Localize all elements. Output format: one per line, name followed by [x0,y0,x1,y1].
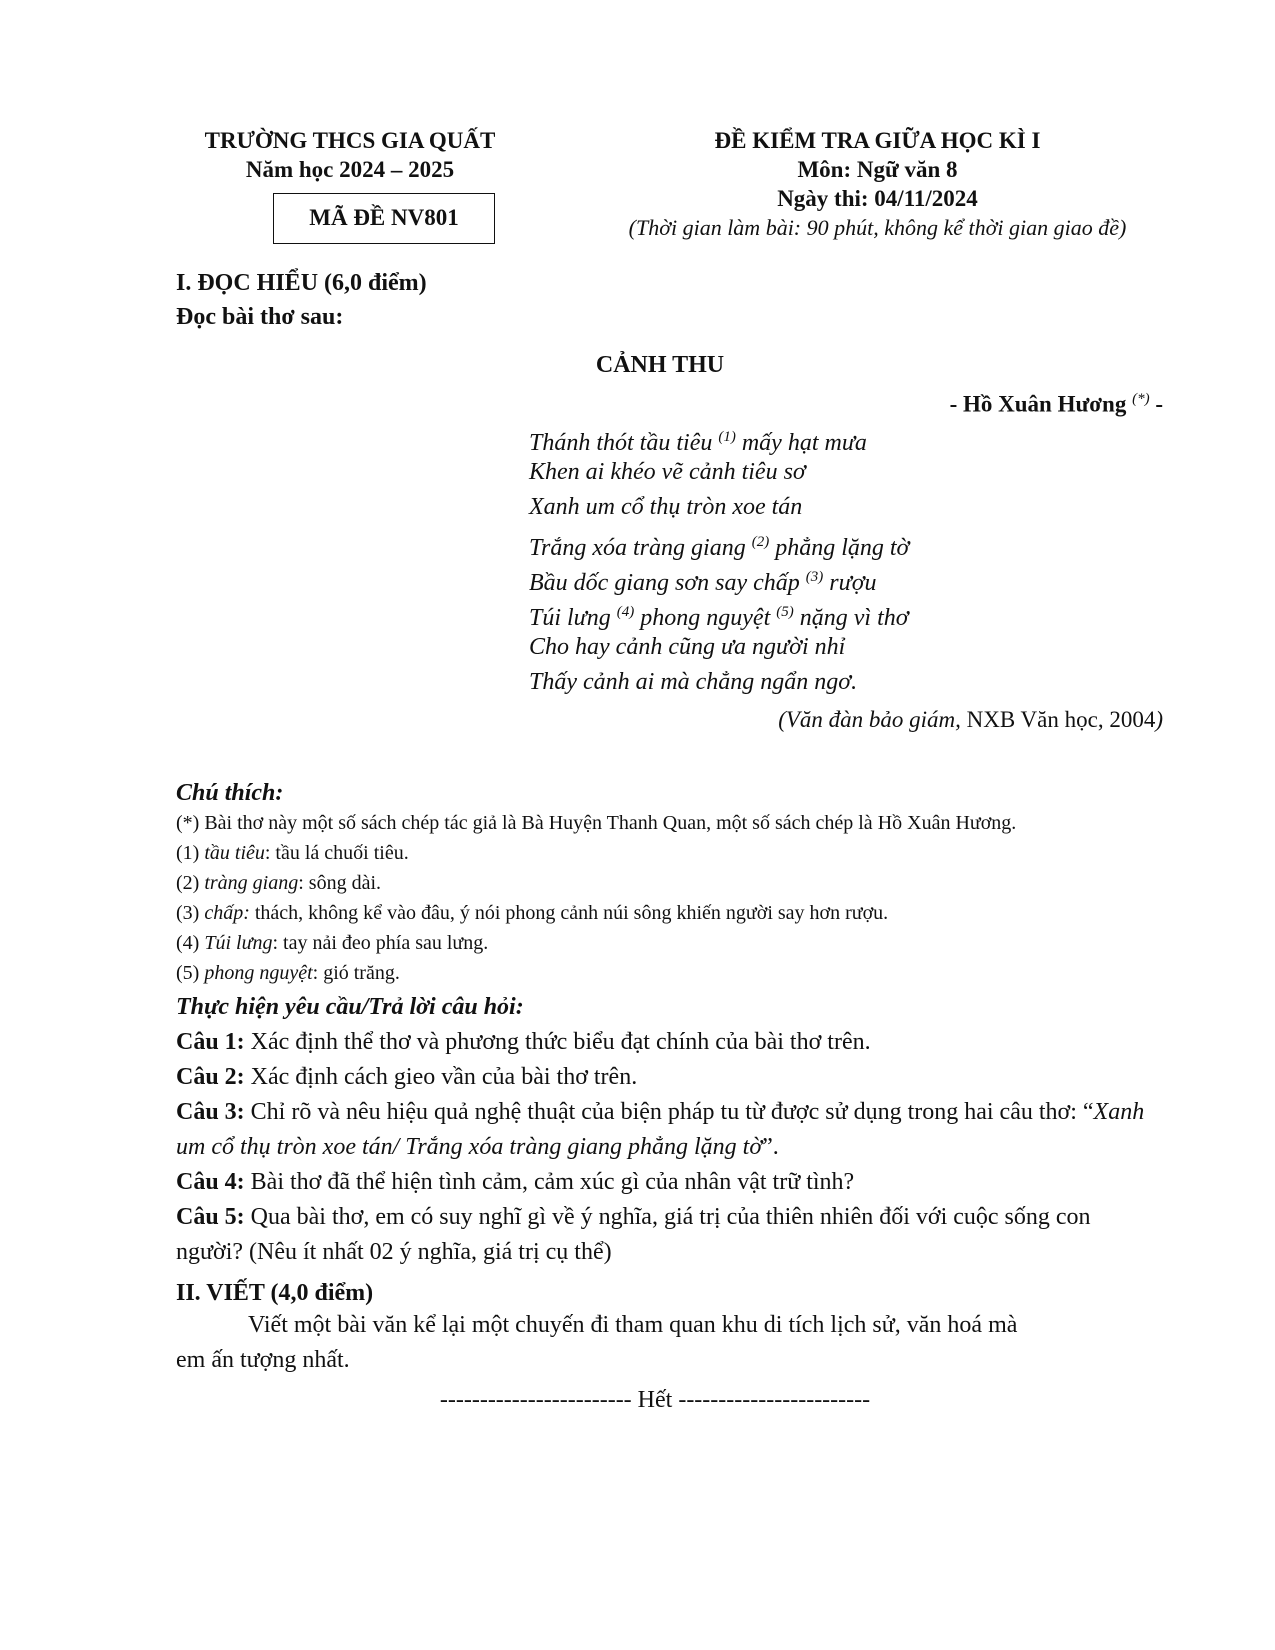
poem-author: - Hồ Xuân Hương (*) - [949,391,1163,417]
exam-title: ĐỀ KIỂM TRA GIỮA HỌC KÌ I [714,128,1041,153]
poem-line: Khen ai khéo vẽ cảnh tiêu sơ [529,459,806,485]
exam-date: Ngày thi: 04/11/2024 [777,186,978,211]
poem-body [529,420,909,700]
author-name: - Hồ Xuân Hương [949,391,1127,417]
question-3: Câu 3: Chỉ rõ và nêu hiệu quả nghệ thuật của biện pháp tu từ được sử dụng trong hai câu thơ: “Xanh um cổ thụ tròn xoe tán/ Trắng xóa tràng giang phẳng lặng tờ”. [176,1099,1145,1160]
tasks-heading: Thực hiện yêu cầu/Trả lời câu hỏi: [176,994,524,1020]
exam-code-box: MÃ ĐỀ NV801 [273,193,495,244]
question-2: Câu 2: Xác định cách gieo vần của bài thơ trên. [176,1064,638,1090]
question-list [176,1025,1156,1270]
notes-list [176,808,1016,988]
note-item: (1) tầu tiêu: tầu lá chuối tiêu. [176,842,409,864]
poem-line: Thấy cảnh ai mà chẳng ngẩn ngơ. [529,669,858,695]
exam-subject: Môn: Ngữ văn 8 [797,157,958,182]
exam-time-note: (Thời gian làm bài: 90 phút, không kể thời gian giao đề) [628,215,1127,240]
school-year: Năm học 2024 – 2025 [245,157,455,182]
question-1: Câu 1: Xác định thể thơ và phương thức biểu đạt chính của bài thơ trên. [176,1029,871,1055]
question-4: Câu 4: Bài thơ đã thể hiện tình cảm, cảm xúc gì của nhân vật trữ tình? [176,1169,855,1195]
school-name: TRƯỜNG THCS GIA QUẤT [204,128,496,153]
poem-line: Trắng xóa tràng giang $^{(2)}$ phẳng lặng tờ [529,534,910,561]
poem-line: Cho hay cảnh cũng ưa người nhỉ [529,634,846,660]
notes-heading: Chú thích: [176,780,284,806]
note-item: (5) phong nguyệt: gió trăng. [176,962,400,984]
note-item: (3) chấp: thách, không kể vào đâu, ý nói phong cảnh núi sông khiến người say hơn rượu. [176,902,889,924]
writing-prompt: Viết một bài văn kể lại một chuyến đi tham quan khu di tích lịch sử, văn hoá mà em ấn tượng nhất. [176,1312,1018,1373]
exam-header [590,126,1165,242]
poem-line: Bầu dốc giang sơn say chấp $^{(3)}$ rượu [529,569,877,596]
poem-title: CẢNH THU [595,352,725,378]
section-reading-heading: I. ĐỌC HIỂU (6,0 điểm) [176,270,427,296]
note-item: (2) tràng giang: sông dài. [176,872,382,894]
question-5: Câu 5: Qua bài thơ, em có suy nghĩ gì về ý nghĩa, giá trị của thiên nhiên đối với cuộc sống con người? (Nêu ít nhất 02 ý nghĩa, giá trị cụ thể) [176,1204,1091,1265]
section-writing-heading: II. VIẾT (4,0 điểm) [176,1280,374,1306]
reading-instruction: Đọc bài thơ sau: [176,304,344,330]
author-footnote-mark: (*) [1132,391,1150,407]
note-item: (4) Túi lưng: tay nải đeo phía sau lưng. [176,932,489,954]
note-item: (*) Bài thơ này một số sách chép tác giả là Bà Huyện Thanh Quan, một số sách chép là Hồ Xuân Hương. [176,812,1017,834]
end-marker: ------------------------ Hết ------------------------ [439,1387,871,1413]
poem-line: Túi lưng $^{(4)}$ phong nguyệt $^{(5)}$ nặng vì thơ [529,604,909,631]
poem-line: Thánh thót tầu tiêu $^{(1)}$ mấy hạt mưa [529,429,867,456]
poem-line: Xanh um cổ thụ tròn xoe tán [529,494,803,520]
school-header [160,126,540,184]
poem-source: (Văn đàn bảo giám, NXB Văn học, 2004) [778,707,1163,732]
